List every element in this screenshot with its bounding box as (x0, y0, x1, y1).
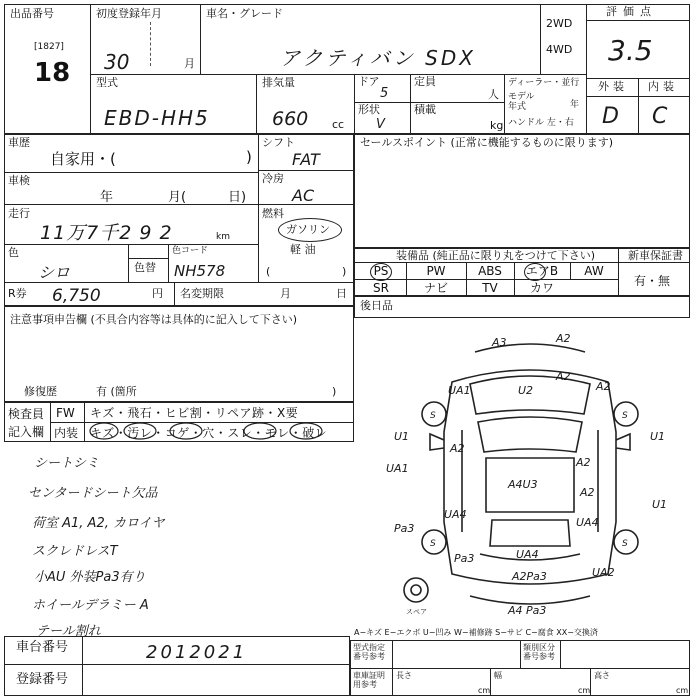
exterior-label: 外装 (598, 80, 628, 93)
wheel-s-fr: S (622, 411, 628, 421)
sales-label: セールスポイント (正常に機能するものに限ります) (360, 136, 614, 149)
interior-circles (84, 420, 354, 442)
rear-window (490, 520, 570, 546)
windshield (478, 417, 582, 452)
chassis-label: 車台番号 (16, 640, 69, 655)
score-value: 3.5 (608, 34, 653, 67)
name-grade-value: アクティバン SDX (280, 46, 476, 70)
mark-5: UA1 (448, 384, 471, 397)
equipment-title: 装備品 (純正品に限り丸をつけて下さい) (396, 249, 596, 262)
model-year-label: モデル年式 (508, 92, 535, 112)
first-reg-month-unit: 月 (184, 57, 195, 70)
load-label: 積載 (414, 103, 436, 116)
name-change-month: 月 (280, 287, 291, 300)
mark-13: U1 (652, 498, 668, 511)
equip-leather: カワ (529, 281, 554, 295)
fuel-gas: ガソリン (286, 223, 330, 236)
interior-row-label: 内装 (54, 426, 79, 440)
shape-value: V (376, 117, 385, 132)
equip-airbag-circle (524, 263, 546, 281)
inspection-year: 年 (100, 190, 114, 205)
mileage-label: 走行 (8, 207, 30, 220)
lot-code: [1827] (34, 42, 64, 52)
recycle-unit: 円 (152, 287, 163, 300)
wheel-s-fl: S (430, 411, 436, 421)
mark-1: A2 (556, 332, 571, 345)
model-value: EBD-HH5 (104, 106, 210, 130)
score-label: 評価点 (606, 5, 657, 18)
note-line-2: 荷室 A1, A2, カロイヤ (32, 516, 165, 531)
equip-ps: PS (373, 264, 389, 278)
displacement-unit: cc (332, 118, 345, 131)
note-line-0: シートシミ (34, 456, 100, 471)
first-reg-year: 30 (104, 50, 130, 74)
color-code-value: NH578 (174, 262, 226, 280)
warranty-label: 新車保証書 (628, 249, 683, 262)
mileage-value: 11万7千2 9 2 (40, 222, 173, 244)
equip-pw: PW (426, 264, 446, 278)
dealer-label: ディーラー・並行 (508, 78, 580, 88)
note-line-4: 小AU 外装Pa3有り (34, 570, 146, 585)
reg-label: 登録番号 (16, 672, 69, 687)
fw-items: キズ・飛石・ヒビ割・リペア跡・X要 (90, 406, 299, 420)
width-label: 幅 (494, 671, 502, 680)
equip-sr: SR (373, 281, 389, 295)
dim-cert-label: 型式指定番号参考 (353, 643, 385, 661)
name-change-label: 名変期限 (180, 287, 224, 300)
lot-number: 18 (34, 58, 71, 88)
lot-label: 出品番号 (10, 7, 54, 20)
fuel-gas-circle (278, 218, 342, 242)
rear-bumper (470, 596, 590, 604)
height-unit: cm (676, 686, 689, 695)
mark-12: A2 (580, 486, 595, 499)
later-date-label: 後日品 (360, 299, 393, 312)
repair-close: ) (332, 385, 337, 398)
equip-airbag: エアB (525, 264, 559, 278)
height-label: 高さ (594, 671, 610, 680)
inspection-month: 月( (168, 190, 187, 205)
model-label: 型式 (96, 76, 118, 89)
load-unit: kg (490, 119, 504, 132)
damage-legend: A−キズ E−エクボ U−凹み W−補修跡 S−サビ C−腐食 XX−交換済 (354, 628, 598, 637)
wheel-s-rr: S (622, 539, 628, 549)
mark-2: A2 (556, 370, 571, 383)
later-date-block (354, 296, 690, 318)
doors-label: ドア (358, 75, 380, 88)
exterior-value: D (602, 104, 619, 129)
shape-label: 形状 (358, 103, 380, 116)
mark-21: A4 Pa3 (508, 604, 547, 617)
interior-label: 内装 (648, 80, 678, 93)
damage-diagram (380, 322, 690, 622)
repaint-label: 色替 (134, 261, 156, 274)
mark-16: Pa3 (394, 522, 415, 535)
name-grade-label: 車名・グレード (206, 7, 283, 20)
spare-tire (404, 578, 428, 602)
entry-label: 記入欄 (8, 425, 45, 439)
spare-label: スペア (406, 608, 427, 616)
name-change-day: 日 (336, 287, 347, 300)
fw-label: FW (56, 406, 75, 420)
displacement-label: 排気量 (262, 76, 295, 89)
fuel-diesel: 軽 油 (290, 243, 316, 256)
mark-20: UA2 (592, 566, 615, 579)
category-label: 類別区分番号参考 (523, 643, 555, 661)
history-label: 車歴 (8, 136, 30, 149)
size-label: 車庫証明用参考 (353, 671, 385, 689)
mark-6: A2 (450, 442, 465, 455)
color-label: 色 (8, 246, 19, 259)
mark-10: A4U3 (508, 478, 538, 491)
mark-17: Pa3 (454, 552, 475, 565)
width-unit: cm (578, 686, 591, 695)
length-unit: cm (478, 686, 491, 695)
ac-value: AC (292, 186, 315, 205)
mark-3: U2 (518, 384, 534, 397)
note-line-5: ホイールデラミー A (32, 598, 149, 613)
capacity-unit: 人 (488, 88, 499, 101)
history-value: 自家用・( (50, 150, 116, 168)
drive-4wd: 4WD (546, 43, 573, 56)
note-line-6: テール割れ (36, 624, 101, 639)
mileage-unit: km (216, 232, 230, 242)
mark-8: U1 (650, 430, 666, 443)
mark-18: UA4 (516, 548, 539, 561)
color-code-label: 色コード (172, 246, 209, 256)
mark-19: A2Pa3 (512, 570, 547, 583)
interior-items: キズ・汚レ・コゲ・穴・スレ・モレ・破レ (90, 426, 328, 440)
drive-2wd: 2WD (546, 17, 573, 30)
interior-value: C (652, 104, 668, 129)
ac-label: 冷房 (262, 172, 284, 185)
mark-14: UA4 (444, 508, 467, 521)
doors-value: 5 (380, 86, 389, 101)
wheel-s-rl: S (430, 539, 436, 549)
warranty-value: 有・無 (634, 274, 671, 288)
handle-label: ハンドル 左・右 (508, 118, 574, 128)
mark-9: UA1 (386, 462, 409, 475)
recycle-value: 6,750 (52, 286, 101, 306)
equip-tv: TV (482, 281, 498, 295)
equip-abs: ABS (478, 264, 502, 278)
length-label: 長さ (396, 671, 412, 680)
equip-ps-circle (370, 263, 392, 281)
equip-aw: AW (584, 264, 604, 278)
equip-navi: ナビ (423, 281, 448, 295)
color-value: シロ (38, 263, 71, 282)
shift-label: シフト (262, 136, 295, 149)
repair-label: 修復歴 (24, 385, 57, 398)
chassis-value: 2012021 (146, 642, 248, 663)
capacity-label: 定員 (414, 75, 436, 88)
sales-point-block (354, 134, 690, 248)
shift-value: FAT (292, 150, 320, 169)
inspector-label: 検査員 (8, 407, 45, 421)
note-line-1: センタードシート欠品 (28, 486, 158, 501)
inspection-label: 車検 (8, 174, 30, 187)
note-line-3: スクレドレスT (32, 544, 118, 559)
inspection-day: 日) (228, 190, 247, 205)
history-close: ) (246, 148, 252, 166)
first-reg-label: 初度登録年月 (96, 7, 162, 20)
model-year-unit: 年 (570, 100, 580, 110)
repair-value: 有 (箇所 (96, 385, 137, 398)
recycle-label: R券 (8, 287, 27, 300)
mark-0: A3 (492, 336, 507, 349)
notes-label: 注意事項申告欄 (不具合内容等は具体的に記入して下さい) (10, 313, 298, 326)
mark-7: U1 (394, 430, 410, 443)
fuel-label: 燃料 (262, 207, 284, 220)
mark-15: UA4 (576, 516, 599, 529)
mark-4: A2 (596, 380, 611, 393)
mark-11: A2 (576, 456, 591, 469)
displacement-value: 660 (272, 108, 309, 130)
